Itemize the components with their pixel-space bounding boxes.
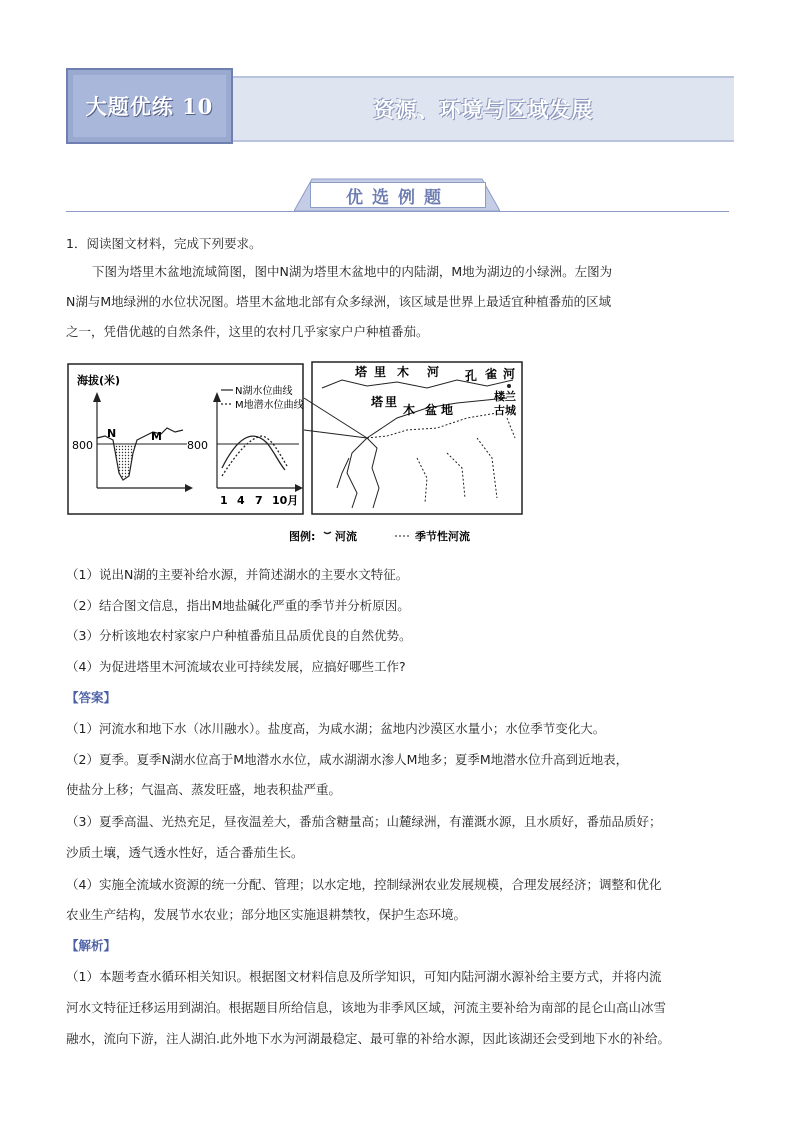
- lesson-badge-text: 大题优练 10: [85, 94, 214, 119]
- map-label: 河: [427, 365, 440, 379]
- answer-line: 沙质土壤，透气透水性好，适合番茄生长。: [66, 845, 304, 860]
- answer-line: （3）夏季高温、光热充足，昼夜温差大，番茄含糖量高；山麓绿洲，有灌溉水源，且水质好，番茄品质好；: [66, 814, 662, 829]
- map-label: 河: [503, 367, 516, 381]
- figure: [67, 358, 528, 548]
- n-lake-curve: [222, 436, 285, 470]
- material-line: 下图为塔里木盆地流域简图，图中N湖为塔里木盆地中的内陆湖，M地为湖边的小绿洲。左图为: [92, 264, 613, 279]
- x-tick: 10月: [272, 494, 299, 507]
- section-rule: [66, 211, 729, 212]
- answer-line: （1）河流水和地下水（冰川融水）。盐度高，为咸水湖；盆地内沙漠区水量小；水位季节变化大。: [66, 721, 606, 736]
- answer-line: 使盐分上移；气温高、蒸发旺盛，地表积盐严重。: [66, 782, 342, 797]
- lesson-title: 资源、环境与区域发展: [373, 97, 594, 122]
- analysis-line: 河水文特征迁移运用到湖泊。根据题目所给信息，该地为非季风区域，河流主要补给为南部的昆仑山高山冰雪: [66, 1000, 667, 1015]
- sub-question: （2）结合图文信息，指出M地盐碱化严重的季节并分析原因。: [66, 598, 410, 613]
- lesson-title-bar: [233, 76, 734, 142]
- mid-800-label: 800: [187, 439, 208, 452]
- lesson-badge: [66, 68, 233, 144]
- answer-line: （2）夏季。夏季N湖水位高于M地潜水水位，咸水湖湖水渗人M地多；夏季M地潜水位升高到近地表，: [66, 752, 629, 767]
- map-label: 木: [403, 403, 416, 417]
- lake-n-label: N: [107, 427, 117, 440]
- legend-river: 河流: [335, 530, 357, 543]
- answer-line: （4）实施全流域水资源的统一分配、管理；以水定地，控制绿洲农业发展规模，合理发展经济；调整和优化: [66, 877, 662, 892]
- sub-question: （3）分析该地农村家家户户种植番茄且品质优良的自然优势。: [66, 628, 412, 643]
- left-800-label: 800: [72, 439, 93, 452]
- map-label: 雀: [485, 367, 498, 381]
- map-label: 木: [397, 365, 410, 379]
- legend-n: N湖水位曲线: [235, 386, 293, 397]
- answer-heading: 【答案】: [66, 690, 117, 705]
- oasis-m-label: M: [151, 430, 162, 443]
- answer-line: 农业生产结构，发展节水农业；部分地区实施退耕禁牧，保护生态环境。: [66, 907, 467, 922]
- legend-seasonal: 季节性河流: [415, 530, 470, 543]
- map-label: 里: [385, 395, 398, 409]
- analysis-line: （1）本题考查水循环相关知识。根据图文材料信息及所学知识，可知内陆河湖水源补给主要方式，并将内流: [66, 969, 662, 984]
- material-line: N湖与M地绿洲的水位状况图。塔里木盆地北部有众多绿洲，该区域是世界上最适宜种植番茄的区域: [66, 294, 612, 309]
- map-label: 里: [374, 365, 387, 379]
- x-tick: 1: [220, 494, 228, 507]
- question-intro: 1．阅读图文材料，完成下列要求。: [66, 236, 262, 251]
- analysis-heading: 【解析】: [66, 938, 117, 953]
- map-label: 楼兰: [494, 390, 516, 403]
- sub-question: （1）说出N湖的主要补给水源，并简述湖水的主要水文特征。: [66, 567, 409, 582]
- section-title: 优选例题: [346, 187, 450, 208]
- material-line: 之一，凭借优越的自然条件，这里的农村几乎家家户户种植番茄。: [66, 324, 429, 339]
- m-groundwater-curve: [222, 436, 287, 476]
- figure-svg: [67, 358, 528, 548]
- x-tick: 7: [255, 494, 263, 507]
- seasonal-rivers: [367, 413, 515, 503]
- loulan-marker: [507, 384, 511, 388]
- river-legend-icon: [324, 532, 331, 534]
- map-label: 古城: [494, 404, 516, 417]
- header-banner: [66, 68, 734, 144]
- map-label: 塔: [371, 395, 384, 409]
- sub-question: （4）为促进塔里木河流域农业可持续发展，应搞好哪些工作?: [66, 659, 406, 674]
- map-label: 地: [441, 403, 454, 417]
- section-tab: [294, 175, 500, 211]
- river-network: [322, 380, 513, 508]
- map-label: 孔: [465, 369, 478, 383]
- legend-m: M地潜水位曲线: [235, 400, 304, 411]
- x-tick: 4: [237, 494, 245, 507]
- left-ylabel: 海拔(米): [77, 374, 121, 387]
- analysis-line: 融水，流向下游，注人湖泊.此外地下水为河湖最稳定、最可靠的补给水源，因此该湖还会受到地下水的补给。: [66, 1031, 670, 1046]
- legend-title: 图例:: [289, 530, 316, 543]
- map-label: 盆: [425, 403, 438, 417]
- map-label: 塔: [355, 365, 368, 379]
- elevation-profile: [93, 392, 193, 492]
